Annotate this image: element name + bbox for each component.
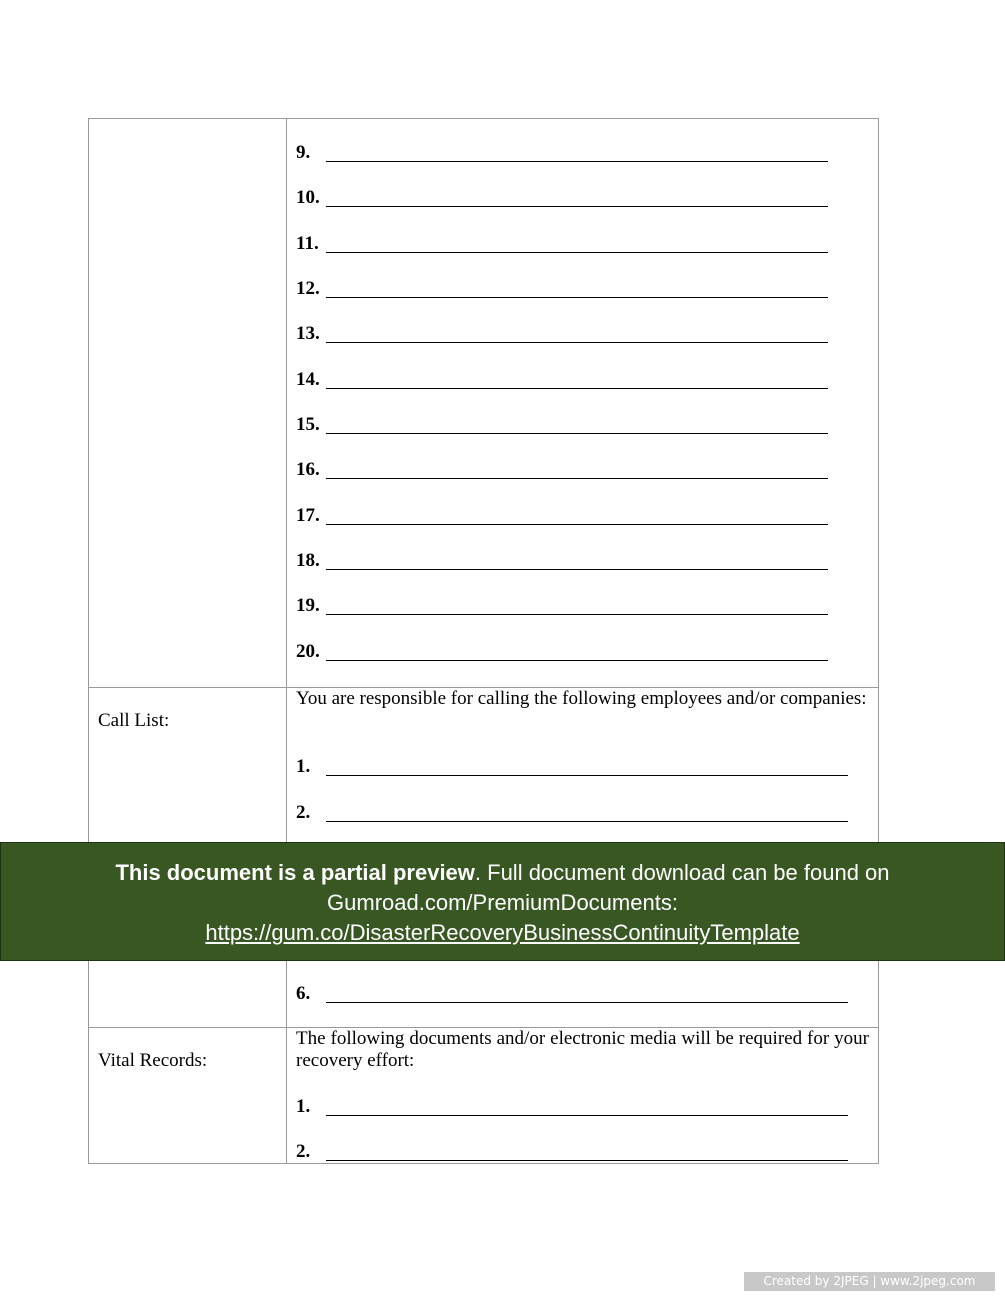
blank-line xyxy=(326,775,848,776)
blank-line xyxy=(326,252,828,253)
preview-banner xyxy=(0,842,1005,961)
item-number: 6. xyxy=(296,983,311,1004)
item-number: 1. xyxy=(296,756,311,777)
item-number: 17. xyxy=(296,505,320,526)
item-number: 11. xyxy=(296,233,319,254)
item-number: 15. xyxy=(296,414,320,435)
download-link[interactable]: https://gum.co/DisasterRecoveryBusinessContinuityTemplate xyxy=(205,920,800,945)
item-number: 10. xyxy=(296,187,320,208)
blank-line xyxy=(326,524,828,525)
blank-line xyxy=(326,433,828,434)
numbered-blanks-cell xyxy=(287,119,878,687)
blank-line xyxy=(326,569,828,570)
preview-banner-bold: This document is a partial preview xyxy=(115,860,475,885)
item-number: 2. xyxy=(296,1141,311,1162)
blank-line xyxy=(326,206,828,207)
call-list-intro: You are responsible for calling the following employees and/or companies: xyxy=(296,688,867,709)
vital-records-label: Vital Records: xyxy=(98,1050,208,1071)
footer-watermark: Created by 2JPEG | www.2jpeg.com xyxy=(744,1272,995,1291)
blank-line xyxy=(326,388,828,389)
blank-line xyxy=(326,1002,848,1003)
item-number: 18. xyxy=(296,550,320,571)
item-number: 20. xyxy=(296,641,320,662)
numbered-blanks-row xyxy=(89,119,878,687)
item-number: 12. xyxy=(296,278,320,299)
item-number: 13. xyxy=(296,323,320,344)
blank-line xyxy=(326,478,828,479)
item-number: 1. xyxy=(296,1096,311,1117)
item-number: 2. xyxy=(296,802,311,823)
blank-line xyxy=(326,161,828,162)
call-list-label: Call List: xyxy=(98,710,170,731)
item-number: 14. xyxy=(296,369,320,390)
item-number: 9. xyxy=(296,142,311,163)
vital-records-label-cell xyxy=(89,1028,287,1163)
preview-banner-text: . Full document download can be found on Gumroad.com/PremiumDocuments: xyxy=(327,860,890,915)
blank-line xyxy=(326,614,828,615)
item-number: 16. xyxy=(296,459,320,480)
vital-records-intro: The following documents and/or electronic media will be required for your recovery effort: xyxy=(296,1028,869,1071)
vital-records-row xyxy=(89,1027,878,1163)
blank-line xyxy=(326,1115,848,1116)
blank-line xyxy=(326,660,828,661)
form-table xyxy=(88,118,879,1164)
blank-line xyxy=(326,342,828,343)
empty-label-cell xyxy=(89,119,287,687)
item-number: 19. xyxy=(296,595,320,616)
blank-line xyxy=(326,297,828,298)
vital-records-cell xyxy=(287,1028,878,1164)
blank-line xyxy=(326,821,848,822)
blank-line xyxy=(326,1160,848,1161)
